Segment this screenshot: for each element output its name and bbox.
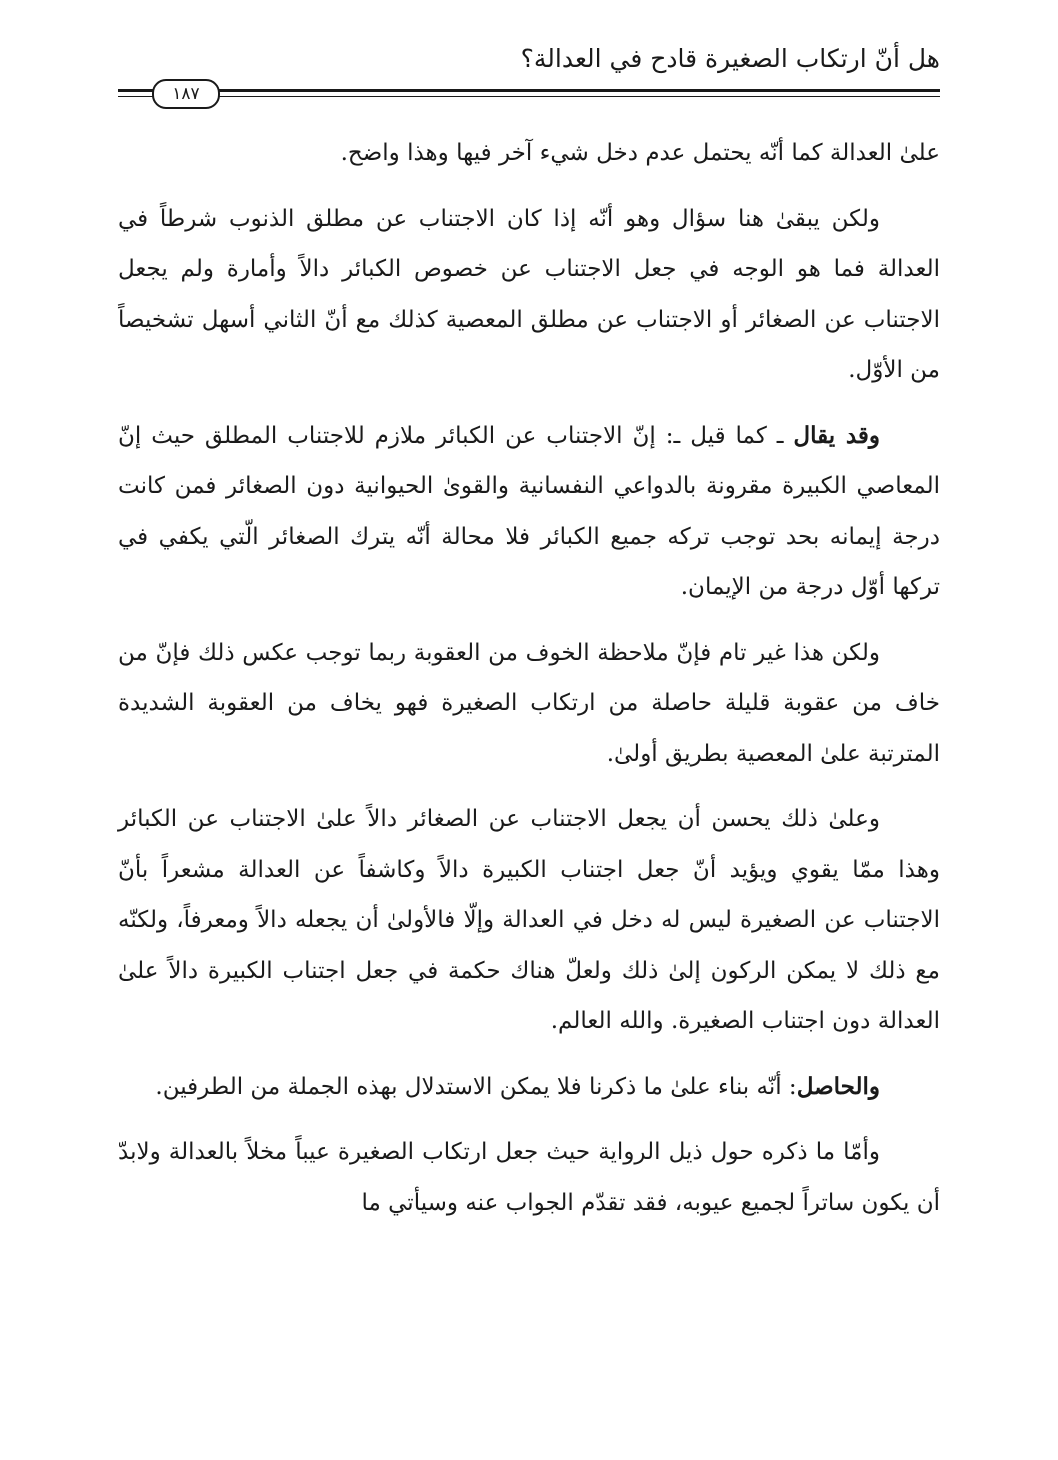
paragraph-3-text: ـ كما قيل ـ: إنّ الاجتناب عن الكبائر ملازم للاجتناب المطلق حيث إنّ المعاصي الكبيرة مقرونة بالدواعي النفسانية والقوىٰ الحيوانية دون الصغائر فمن كانت درجة إيمانه بحد توجب تركه جميع الكبائر فلا محالة أنّه يترك الصغائر الّتي يكفي في تركها أوّل درجة من الإيمان. <box>118 422 940 600</box>
paragraph-6-term: والحاصل <box>796 1072 880 1100</box>
paragraph-4: ولكن هذا غير تام فإنّ ملاحظة الخوف من العقوبة ربما توجب عكس ذلك فإنّ من خاف من عقوبة قليلة حاصلة من ارتكاب الصغيرة فهو يخاف من العقوبة الشديدة المترتبة علىٰ المعصية بطريق أولىٰ. <box>118 639 940 767</box>
paragraph-6 <box>118 1062 940 1113</box>
paragraph-1: علىٰ العدالة كما أنّه يحتمل عدم دخل شيء آخر فيها وهذا واضح. <box>340 140 940 166</box>
paragraph-3 <box>118 411 940 613</box>
page-body <box>118 128 940 1243</box>
running-title: هل أنّ ارتكاب الصغيرة قادح في العدالة؟ <box>520 44 940 73</box>
paragraph-5: وعلىٰ ذلك يحسن أن يجعل الاجتناب عن الصغائر دالاً علىٰ الاجتناب عن الكبائر وهذا ممّا يقوي ويؤيد أنّ جعل اجتناب الكبيرة دالاً وكاشفاً عن العدالة مشعراً بأنّ الاجتناب عن الصغيرة ليس له دخل في العدالة وإلّا فالأولىٰ أن يجعله دالاً ومعرفاً، ولكنّه مع ذلك لا يمكن الركون إلىٰ ذلك ولعلّ هناك حكمة في جعل اجتناب الكبيرة دالاً علىٰ العدالة دون اجتناب الصغيرة. والله العالم. <box>118 806 940 1034</box>
page-number: ١٨٧ <box>152 79 220 109</box>
header-rule-thick <box>118 89 940 92</box>
paragraph-7: وأمّا ما ذكره حول ذيل الرواية حيث جعل ارتكاب الصغيرة عيباً مخلاً بالعدالة ولابدّ أن يكون ساتراً لجميع عيوبه، فقد تقدّم الجواب عنه وسيأتي ما <box>118 1139 940 1216</box>
paragraph-3-term: وقد يقال <box>793 421 881 449</box>
paragraph-6-text: : أنّه بناء علىٰ ما ذكرنا فلا يمكن الاستدلال بهذه الجملة من الطرفين. <box>155 1073 797 1100</box>
paragraph-2: ولكن يبقىٰ هنا سؤال وهو أنّه إذا كان الاجتناب عن مطلق الذنوب شرطاً في العدالة فما هو الوجه في جعل الاجتناب عن خصوص الكبائر دالاً وأمارة ولم يجعل الاجتناب عن الصغائر أو الاجتناب عن مطلق المعصية كذلك مع أنّ الثاني أسهل تشخيصاً من الأوّل. <box>118 205 940 383</box>
header-rule-thin <box>118 96 940 97</box>
